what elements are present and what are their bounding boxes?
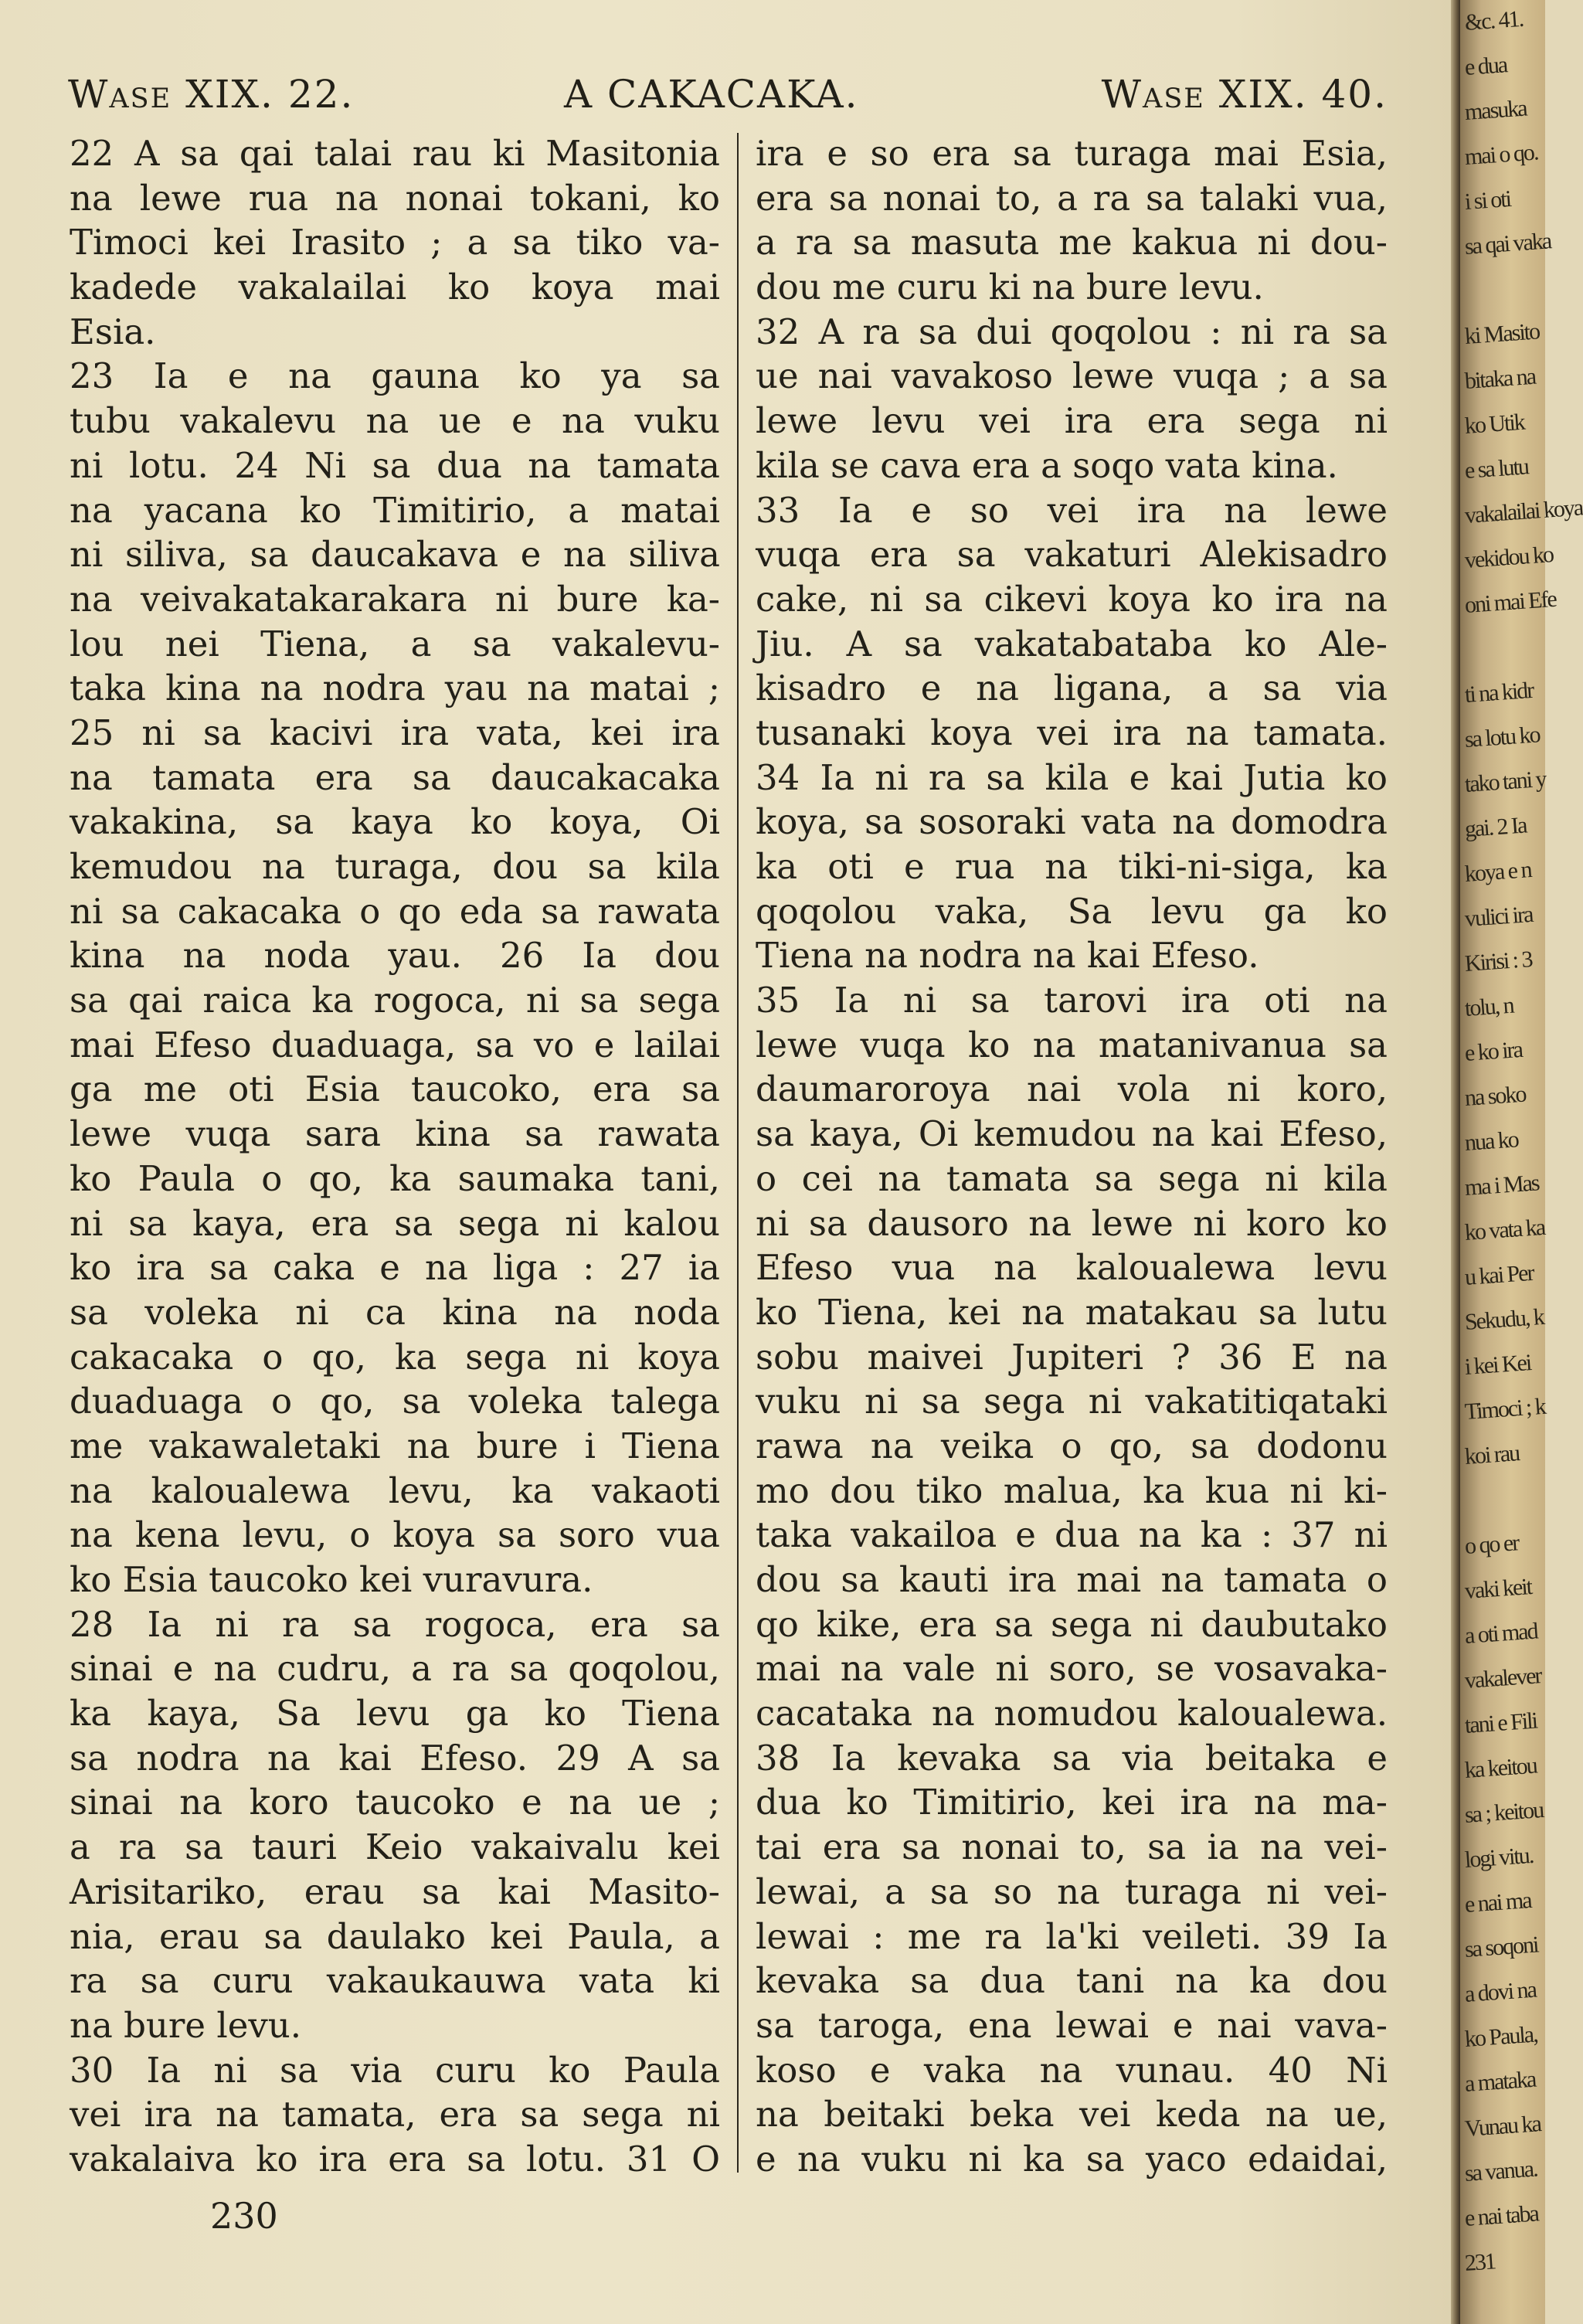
book-gutter [1451,0,1460,2324]
text-line: vakalaiva ko ira era sa lotu. 31 O [70,2138,720,2180]
text-line: vakakina, sa kaya ko koya, Oi [70,801,720,843]
facing-page-fragment: e ko ira [1463,1036,1523,1066]
text-line: daumaroroya nai vola ni koro, [756,1069,1388,1110]
facing-page-fragment: vaki keit [1463,1574,1533,1604]
text-line: me vakawaletaki na bure i Tiena [70,1425,720,1466]
facing-page-fragment: e dua [1463,52,1508,80]
text-line: sobu maivei Jupiteri ? 36 E na [756,1336,1388,1378]
text-line: duaduaga o qo, sa voleka talega [70,1381,720,1422]
text-line: sa kaya, Oi kemudou na kai Efeso, [756,1113,1388,1155]
facing-page-fragment: u kai Per [1463,1259,1534,1290]
text-line: rawa na veika o qo, sa dodonu [756,1425,1388,1466]
text-line: ka oti e rua na tiki-ni-siga, ka [756,846,1388,887]
facing-page-fragment: gai. 2 Ia [1463,812,1527,842]
text-line: o cei na tamata sa sega ni kila [756,1157,1388,1199]
text-line: 28 Ia ni ra sa rogoca, era sa [70,1603,720,1645]
header-left-initial: W [68,72,110,117]
facing-page-fragment: &c. 41. [1463,5,1524,36]
facing-page-fragment: e sa lutu [1463,454,1529,484]
text-line: 23 Ia e na gauna ko ya sa [70,355,720,397]
facing-page-fragment: Sekudu, k [1463,1303,1544,1335]
text-line: na tamata era sa daucakacaka [70,756,720,798]
facing-page-edge [1460,0,1583,2324]
facing-page-fragment: ma i Mas [1463,1170,1540,1201]
text-line: dua ko Timitirio, kei ira na ma- [756,1782,1388,1823]
text-line: ni sa kaya, era sa sega ni kalou [70,1202,720,1244]
text-line: ni siliva, sa daucakava e na siliva [70,534,720,576]
text-line: lewe vuqa ko na matanivanua sa [756,1024,1388,1065]
header-right-reference [1102,63,1388,125]
text-line: na yacana ko Timitirio, a matai [70,489,720,531]
text-line: ni lotu. 24 Ni sa dua na tamata [70,444,720,486]
text-line: ko ira sa caka e na liga : 27 ia [70,1247,720,1289]
text-line: cakacaka o qo, ka sega ni koya [70,1336,720,1378]
facing-page-fragment: ko vata ka [1463,1214,1546,1245]
left-text-column [70,131,720,2182]
text-line: Timoci kei Irasito ; a sa tiko va- [70,222,720,263]
running-header [68,63,1388,125]
facing-page-fragment: tolu, n [1463,992,1514,1021]
header-left-book: ase [109,72,172,117]
facing-page-fragment: koi rau [1463,1440,1520,1469]
text-line: dou sa kauti ira mai na tamata o [756,1559,1388,1600]
text-line: ka kaya, Sa levu ga ko Tiena [70,1693,720,1735]
text-line: ue nai vavakoso lewe vuqa ; a sa [756,355,1388,397]
text-line: 22 A sa qai talai rau ki Masitonia [70,133,720,174]
facing-page-fragment: sa lotu ko [1463,722,1541,753]
text-line: lewai : me ra la'ki veileti. 39 Ia [756,1915,1388,1957]
facing-page-fragment: ka keitou [1463,1752,1537,1783]
text-line: 30 Ia ni sa via curu ko Paula [70,2049,720,2091]
text-line: kisadro e na ligana, a sa via [756,668,1388,709]
text-line: ira e so era sa turaga mai Esia, [756,133,1388,174]
facing-page-fragment: e nai taba [1463,2200,1539,2231]
text-line: dou me curu ki na bure levu. [756,267,1264,308]
text-line: lewe levu vei ira era sega ni [756,400,1388,442]
text-line: cake, ni sa cikevi koya ko ira na [756,578,1388,620]
facing-page-fragment: sa ; keitou [1463,1796,1544,1828]
text-line: lou nei Tiena, a sa vakalevu- [70,623,720,664]
facing-page-fragment: mai o qo. [1463,139,1539,170]
facing-page-fragment: a dovi na [1463,1976,1537,2007]
header-title: A CAKACAKA. [564,72,859,117]
facing-page-fragment: koya e n [1463,857,1532,887]
text-line: nia, erau sa daulako kei Paula, a [70,1915,720,1957]
facing-page-fragment: ki Masito [1463,318,1541,349]
facing-page-fragment: sa qai vaka [1463,228,1552,260]
text-line: tai era sa nonai to, sa ia na vei- [756,1826,1388,1868]
text-line: sa qai raica ka rogoca, ni sa sega [70,980,720,1021]
text-line: 25 ni sa kacivi ira vata, kei ira [70,712,720,753]
text-line: na lewe rua na nonai tokani, ko [70,177,720,219]
text-line: a ra sa tauri Keio vakaivalu kei [70,1826,720,1868]
text-line: ga me oti Esia taucoko, era sa [70,1069,720,1110]
text-line: Efeso vua na kaloualewa levu [756,1247,1388,1289]
facing-page-fragment: Kirisi : 3 [1463,946,1533,977]
facing-page-fragment: i si oti [1463,185,1511,215]
facing-page-fragment: sa vanua. [1463,2156,1538,2186]
text-line: a ra sa masuta me kakua ni dou- [756,222,1388,263]
page-number: 230 [210,2195,278,2237]
facing-page-fragment: masuka [1463,95,1527,125]
facing-page-fragment: a mataka [1463,2066,1537,2097]
text-line: 33 Ia e so vei ira na lewe [756,489,1388,531]
text-line: 38 Ia kevaka sa via beitaka e [756,1737,1388,1779]
text-line: na beitaki beka vei keda na ue, [756,2094,1388,2135]
text-line: tusanaki koya vei ira na tamata. [756,712,1388,753]
text-line: mo dou tiko malua, ka kua ni ki- [756,1469,1388,1511]
facing-page-fragment: ko Paula, [1463,2021,1538,2052]
text-line: cacataka na nomudou kaloualewa. [756,1693,1388,1735]
facing-page-fragment: oni mai Efe [1463,586,1557,618]
right-text-column [756,131,1388,2182]
facing-page-fragment: o qo er [1463,1530,1520,1559]
text-line: taka kina na nodra yau na matai ; [70,668,720,709]
text-line: Esia. [70,311,156,352]
text-line: koso e vaka na vunau. 40 Ni [756,2049,1388,2091]
text-line: 32 A ra sa dui qoqolou : ni ra sa [756,311,1388,352]
text-line: kila se cava era a soqo vata kina. [756,444,1338,486]
text-line: tubu vakalevu na ue e na vuku [70,400,720,442]
text-line: sa taroga, ena lewai e nai vava- [756,2004,1388,2046]
header-right-initial: W [1101,72,1143,117]
text-line: sa voleka ni ca kina na noda [70,1291,720,1333]
facing-page-fragment: a oti mad [1463,1618,1538,1649]
facing-page-fragment: tako tani y [1463,766,1547,797]
text-line: ni sa dausoro na lewe ni koro ko [756,1202,1388,1244]
facing-page-fragment: vekidou ko [1463,542,1554,573]
facing-page-fragment: na soko [1463,1081,1527,1111]
text-line: sa nodra na kai Efeso. 29 A sa [70,1737,720,1779]
text-line: ko Tiena, kei na matakau sa lutu [756,1291,1388,1333]
facing-page-fragment: vakalever [1463,1663,1542,1694]
text-line: sinai na koro taucoko e na ue ; [70,1782,720,1823]
text-line: qoqolou vaka, Sa levu ga ko [756,890,1388,932]
facing-page-fragment: 231 [1463,2248,1496,2276]
text-line: e na vuku ni ka sa yaco edaidai, [756,2138,1388,2180]
text-line: qo kike, era sa sega ni daubutako [756,1603,1388,1645]
facing-page-fragment: logi vitu. [1463,1842,1534,1873]
text-line: kina na noda yau. 26 Ia dou [70,935,720,977]
header-left-verse: XIX. 22. [172,72,355,117]
text-line: 34 Ia ni ra sa kila e kai Jutia ko [756,756,1388,798]
text-line: ni sa cakacaka o qo eda sa rawata [70,890,720,932]
facing-page-fragment: ko Utik [1463,409,1525,439]
facing-page-fragment: Timoci ; k [1463,1393,1546,1425]
facing-page-fragment: ti na kidr [1463,677,1534,708]
facing-page-fragment: bitaka na [1463,363,1537,394]
text-line: era sa nonai to, a ra sa talaki vua, [756,177,1388,219]
text-line: Jiu. A sa vakatabataba ko Ale- [756,623,1388,664]
facing-page-fragment: tani e Fili [1463,1707,1537,1738]
text-line: mai Efeso duaduaga, sa vo e lailai [70,1024,720,1065]
text-line: koya, sa sosoraki vata na domodra [756,801,1388,843]
text-line: ra sa curu vakaukauwa vata ki [70,1960,720,2002]
facing-page-fragment: nua ko [1463,1126,1519,1156]
header-right-verse: XIX. 40. [1204,72,1388,117]
text-line: kemudou na turaga, dou sa kila [70,846,720,887]
text-line: vuku ni sa sega ni vakatitiqataki [756,1381,1388,1422]
text-line: kadede vakalailai ko koya mai [70,267,720,308]
text-line: na kaloualewa levu, ka vakaoti [70,1469,720,1511]
text-line: ko Esia taucoko kei vuravura. [70,1559,593,1600]
text-line: ko Paula o qo, ka saumaka tani, [70,1157,720,1199]
column-divider [737,133,739,2173]
text-line: kevaka sa dua tani na ka dou [756,1960,1388,2002]
header-left-reference [68,63,354,125]
facing-page-fragment: Vunau ka [1463,2111,1541,2142]
text-line: lewai, a sa so na turaga ni vei- [756,1870,1388,1912]
text-line: Arisitariko, erau sa kai Masito- [70,1870,720,1912]
header-right-book: ase [1143,72,1205,117]
facing-page-fragment: i kei Kei [1463,1350,1532,1380]
text-line: 35 Ia ni sa tarovi ira oti na [756,980,1388,1021]
text-line: na kena levu, o koya sa soro vua [70,1514,720,1556]
facing-page-fragment: vulici ira [1463,901,1534,932]
facing-page-fragment: sa soqoni [1463,1932,1539,1962]
text-line: taka vakailoa e dua na ka : 37 ni [756,1514,1388,1556]
text-line: sinai e na cudru, a ra sa qoqolou, [70,1648,720,1690]
text-line: vei ira na tamata, era sa sega ni [70,2094,720,2135]
text-line: mai na vale ni soro, se vosavaka- [756,1648,1388,1690]
text-line: vuqa era sa vakaturi Alekisadro [756,534,1388,576]
text-line: na veivakatakarakara ni bure ka- [70,578,720,620]
text-line: lewe vuqa sara kina sa rawata [70,1113,720,1155]
facing-page-fragment: e nai ma [1463,1887,1532,1918]
text-line: na bure levu. [70,2004,302,2046]
text-line: Tiena na nodra na kai Efeso. [756,935,1259,977]
facing-page-fragment: vakalailai koya [1463,494,1583,528]
